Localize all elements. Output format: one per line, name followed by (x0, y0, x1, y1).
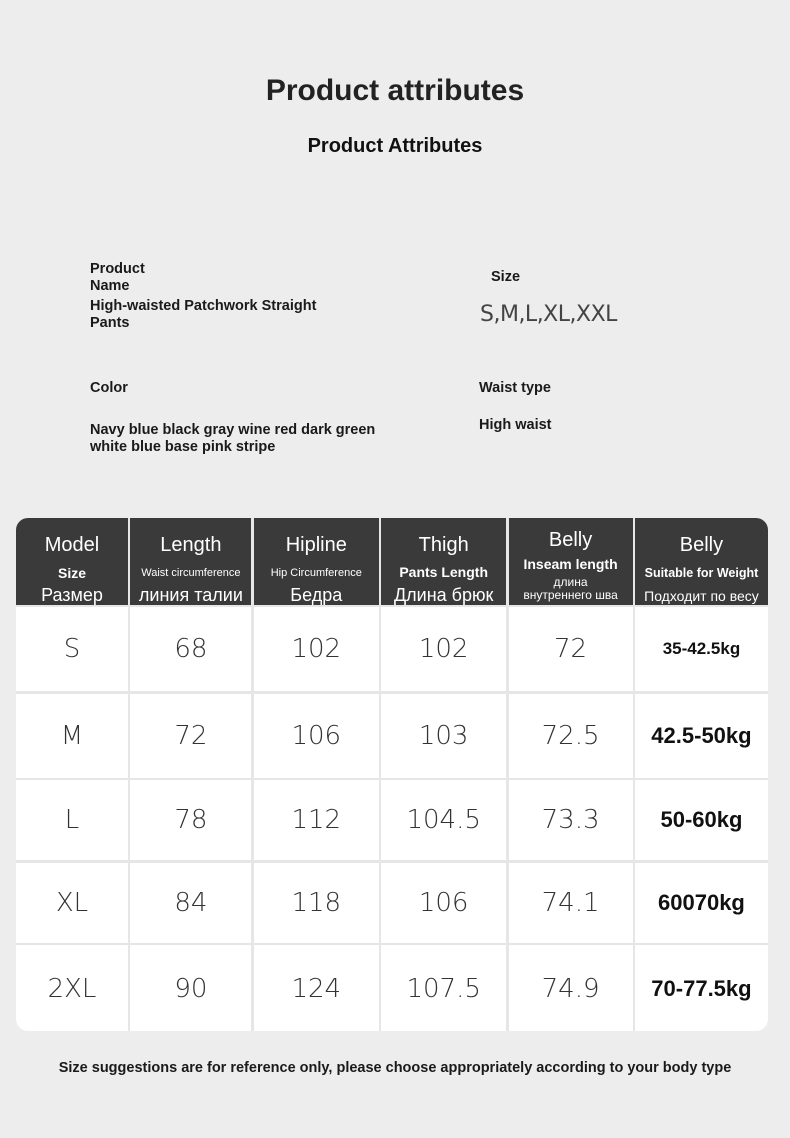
header-belly-weight (635, 518, 768, 605)
size-chart-table (16, 518, 768, 1031)
table-cell-hipline: 112 (254, 780, 379, 860)
product-name-label (90, 261, 145, 295)
header-model-l3: Размер (41, 585, 103, 605)
header-belly-weight-l2: Suitable for Weight (644, 566, 759, 580)
product-name-value-line2: Pants (90, 315, 130, 331)
table-cell-belly: 74.9 (509, 945, 633, 1031)
header-length-l2: Waist circumference (141, 567, 241, 579)
table-cell-length: 68 (130, 607, 251, 691)
header-thigh-l1: Thigh (418, 534, 469, 556)
header-belly-inseam-l3 (509, 576, 633, 602)
header-belly-inseam-l2: Inseam length (523, 556, 618, 572)
table-cell-hipline: 124 (254, 945, 379, 1031)
table-cell-thigh: 107.5 (381, 945, 506, 1031)
color-value-line1: Navy blue black gray wine red dark green (90, 422, 376, 438)
size-chart-grid (16, 518, 768, 1031)
table-cell-thigh: 103 (381, 694, 506, 778)
waist-type-value: High waist (479, 417, 552, 433)
table-cell-weight: 42.5-50kg (635, 694, 768, 778)
table-cell-thigh: 102 (381, 607, 506, 691)
size-label: Size (491, 269, 521, 285)
table-cell-size: L (16, 780, 128, 860)
table-cell-length: 90 (130, 945, 251, 1031)
color-label: Color (90, 380, 128, 396)
table-cell-length: 72 (130, 694, 251, 778)
header-model-l1: Model (44, 534, 100, 556)
header-belly-weight-l1: Belly (679, 534, 724, 556)
header-hipline (254, 518, 379, 605)
table-cell-size: XL (16, 863, 128, 943)
table-cell-weight: 60070kg (635, 863, 768, 943)
table-cell-belly: 73.3 (509, 780, 633, 860)
header-thigh-l3: Длина брюк (393, 585, 494, 605)
waist-type-label: Waist type (479, 380, 551, 396)
header-hipline-l2: Hip Circumference (270, 567, 362, 579)
header-length-l3: линия талии (138, 585, 243, 605)
product-name-label-line2: Name (90, 278, 130, 294)
product-name-value-line1: High-waisted Patchwork Straight (90, 298, 317, 314)
table-cell-hipline: 106 (254, 694, 379, 778)
header-thigh-l2: Pants Length (399, 564, 488, 580)
header-model-l2: Size (57, 565, 86, 581)
header-belly-inseam (509, 518, 633, 605)
header-belly-inseam-l1: Belly (548, 529, 593, 551)
color-value-line2: white blue base pink stripe (90, 439, 276, 455)
header-belly-inseam-l3b: внутреннего шва (523, 588, 618, 602)
header-length (130, 518, 251, 605)
table-cell-thigh: 104.5 (381, 780, 506, 860)
header-belly-weight-l3: Подходит по весу (644, 588, 759, 604)
page-title: Product attributes (265, 74, 525, 107)
page-subtitle: Product Attributes (307, 135, 483, 157)
table-cell-weight: 50-60kg (635, 780, 768, 860)
header-hipline-l3: Бедра (290, 585, 343, 605)
table-cell-thigh: 106 (381, 863, 506, 943)
table-cell-size: 2XL (16, 945, 128, 1031)
table-cell-belly: 74.1 (509, 863, 633, 943)
table-cell-weight: 70-77.5kg (635, 945, 768, 1031)
header-thigh (381, 518, 506, 605)
product-name-label-line1: Product (90, 261, 145, 277)
header-belly-inseam-l3a: длина (553, 575, 588, 589)
table-cell-hipline: 102 (254, 607, 379, 691)
size-footnote: Size suggestions are for reference only, please choose appropriately according to your body type (58, 1060, 732, 1076)
table-cell-size: M (16, 694, 128, 778)
table-cell-belly: 72 (509, 607, 633, 691)
table-cell-length: 84 (130, 863, 251, 943)
size-value: S,M,L,XL,XXL (480, 302, 617, 327)
header-hipline-l1: Hipline (285, 534, 347, 556)
header-length-l1: Length (160, 534, 222, 556)
table-cell-size: S (16, 607, 128, 691)
product-name-value (90, 298, 316, 332)
table-cell-length: 78 (130, 780, 251, 860)
color-value (90, 422, 375, 456)
table-cell-hipline: 118 (254, 863, 379, 943)
table-cell-weight: 35-42.5kg (635, 607, 768, 691)
table-cell-belly: 72.5 (509, 694, 633, 778)
header-model (16, 518, 128, 605)
